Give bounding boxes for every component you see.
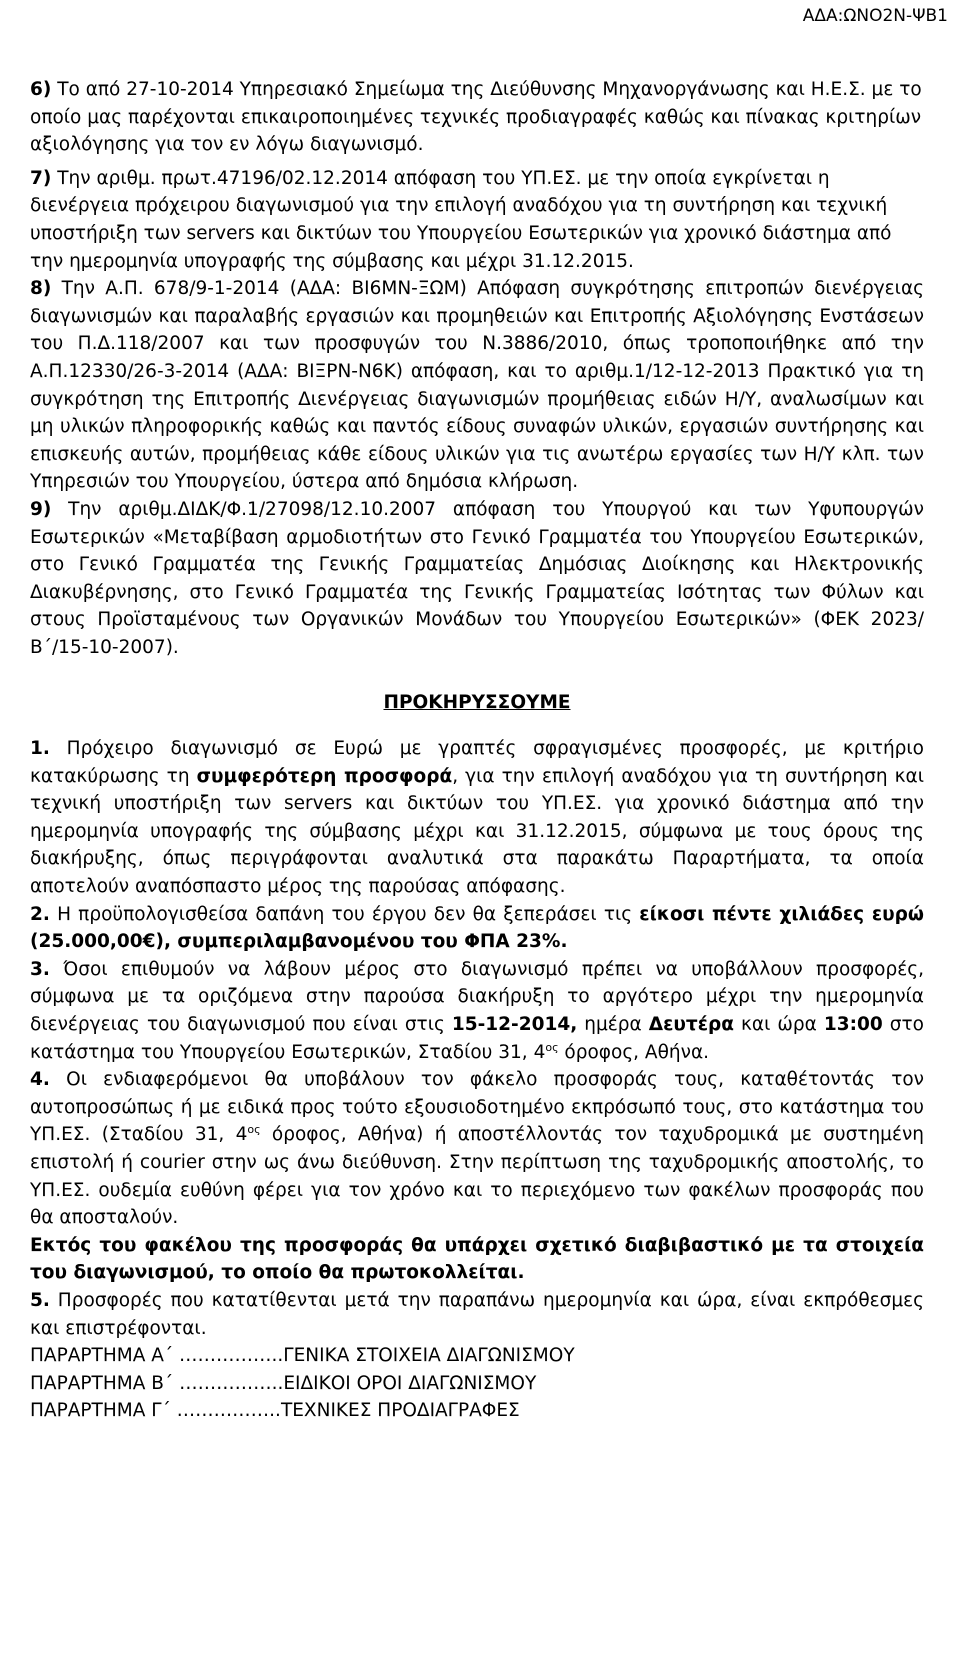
- paragraph-item-9: [30, 496, 924, 662]
- clause-3: [30, 956, 924, 1066]
- ordinal-superscript: ος: [545, 1040, 559, 1054]
- paragraph-item-7: [30, 165, 924, 275]
- item-number: 6): [30, 79, 52, 100]
- clause-bold-text: 15-12-2014,: [451, 1014, 578, 1035]
- clause-bold-text: 13:00: [823, 1014, 883, 1035]
- section-heading: ΠΡΟΚΗΡΥΣΣΟΥΜΕ: [383, 692, 571, 714]
- item-number: 8): [30, 278, 52, 300]
- clause-bold-text: Δευτέρα: [648, 1014, 734, 1035]
- clause-text: Όσοι επιθυμούν να λάβουν μέρος στο διαγωνισμό πρέπει να υποβάλλουν προσφορές, σύμφωνα με τα οριζόμενα στην παρούσα διακήρυξη το αργότερο μέχρι την ημερομηνία διενέργειας του διαγωνισμού που είναι στις: [30, 958, 924, 1035]
- ada-code: ΑΔΑ:ΩΝΟ2Ν-ΨΒ1: [802, 6, 948, 26]
- item-number: 9): [30, 498, 52, 520]
- clause-5: [30, 1287, 924, 1342]
- clause-number: 2.: [30, 903, 50, 925]
- clause-bold-text: συμφερότερη προσφορά: [196, 765, 453, 787]
- clause-number: 5.: [30, 1289, 50, 1311]
- item-number: 7): [30, 167, 52, 189]
- clause-bold-text: είκοσι πέντε χιλιάδες ευρώ (25.000,00€), συμπεριλαμβανομένου του ΦΠΑ 23%.: [30, 903, 924, 953]
- paragraph-text: Την αριθμ.ΔΙΔΚ/Φ.1/27098/12.10.2007 απόφαση του Υπουργού και των Υφυπουργών Εσωτερικών «Μεταβίβαση αρμοδιοτήτων στο Γενικό Γραμματέα του Υπουργείου Εσωτερικών, στο Γενικό Γραμματέα της Γενικής Γραμματείας Δημόσιας Διοίκησης και Ηλεκτρονικής Διακυβέρνησης, στο Γενικό Γραμματέα της Γενικής Γραμματείας Ισότητας των Φύλων και στους Προϊσταμένους των Οργανικών Μονάδων του Υπουργείου Εσωτερικών» (ΦΕΚ 2023/Β΄/15-10-2007).: [30, 498, 924, 658]
- paragraph-text: Την Α.Π. 678/9-1-2014 (ΑΔΑ: ΒΙ6ΜΝ-ΞΩΜ) Απόφαση συγκρότησης επιτροπών διενέργειας διαγωνισμών και παραλαβής εργασιών και προμηθειών και Επιτροπής Αξιολόγησης Ενστάσεων του Π.Δ.118/2007 και των προσφυγών του Ν.3886/2010, όπως τροποποιήθηκε από την Α.Π.12330/26-3-2014 (ΑΔΑ: ΒΙΞΡΝ-Ν6Κ) απόφαση, και το αριθμ.1/12-12-2013 Πρακτικό για τη συγκρότηση της Επιτροπής Διενέργειας διαγωνισμών προμήθειας ειδών Η/Υ, αναλωσίμων και μη υλικών πληροφορικής καθώς και παντός είδους συναφών υλικών, εργασιών συντήρησης και επισκευής αυτών, προμήθειας κάθε είδους υλικών για τις ανωτέρω εργασίες των Η/Υ κλπ. των Υπηρεσιών του Υπουργείου, ύστερα από δημόσια κλήρωση.: [30, 278, 924, 493]
- clause-text: και ώρα: [733, 1014, 824, 1035]
- clause-1: [30, 735, 924, 901]
- paragraph-item-6: [30, 76, 924, 159]
- annex-c: ΠΑΡΑΡΤΗΜΑ Γ΄ ……………..ΤΕΧΝΙΚΕΣ ΠΡΟΔΙΑΓΡΑΦΕΣ: [30, 1400, 520, 1422]
- clause-text: Προσφορές που κατατίθενται μετά την παραπάνω ημερομηνία και ώρα, είναι εκπρόθεσμες και επιστρέφονται.: [30, 1289, 924, 1339]
- clause-number: 3.: [30, 958, 50, 980]
- clause-number: 1.: [30, 738, 50, 760]
- annex-a: ΠΑΡΑΡΤΗΜΑ Α΄ ……………..ΓΕΝΙΚΑ ΣΤΟΙΧΕΙΑ ΔΙΑΓΩΝΙΣΜΟΥ: [30, 1345, 575, 1367]
- paragraph-text: Το από 27-10-2014 Υπηρεσιακό Σημείωμα της Διεύθυνσης Μηχανοργάνωσης και Η.Ε.Σ. με το οποίο μας παρέχονται επικαιροποιημένες τεχνικές προδιαγραφές καθώς και πίνακας κριτηρίων αξιολόγησης για τον εν λόγω διαγωνισμό.: [30, 79, 922, 156]
- ordinal-superscript: ος: [247, 1123, 261, 1137]
- document-body: [30, 76, 924, 1425]
- clause-text: Πρόχειρο διαγωνισμό σε Ευρώ με γραπτές σφραγισμένες προσφορές, με κριτήριο κατακύρωσης τη: [30, 738, 924, 787]
- clause-text: Η προϋπολογισθείσα δαπάνη του έργου δεν θα ξεπεράσει τις: [49, 903, 640, 925]
- clause-text: , για την επιλογή αναδόχου για τη συντήρηση και τεχνική υποστήριξη των servers και δικτύων του ΥΠ.ΕΣ. για χρονικό διάστημα από την ημερομηνία υπογραφής της σύμβασης μέχρι και 31.12.2015, σύμφωνα με τους όρους της διακήρυξης, όπως περιγράφονται αναλυτικά στα παρακάτω Παραρτήματα, τα οποία αποτελούν αναπόσπαστο μέρος της παρούσας απόφασης.: [30, 765, 924, 898]
- clause-text: ημέρα: [577, 1014, 649, 1035]
- bold-note: Εκτός του φακέλου της προσφοράς θα υπάρχει σχετικό διαβιβαστικό με τα στοιχεία του διαγωνισμού, το οποίο θα πρωτοκολλείται.: [30, 1234, 924, 1284]
- clause-4: [30, 1066, 924, 1232]
- clause-text: όροφος, Αθήνα.: [558, 1041, 710, 1063]
- clause-text: στο κατάστημα του Υπουργείου Εσωτερικών, Σταδίου 31, 4: [30, 1014, 924, 1063]
- annex-b: ΠΑΡΑΡΤΗΜΑ Β΄ ……………..ΕΙΔΙΚΟΙ ΟΡΟΙ ΔΙΑΓΩΝΙΣΜΟΥ: [30, 1372, 537, 1394]
- paragraph-item-8: [30, 275, 924, 496]
- clause-2: [30, 901, 924, 956]
- clause-text: όροφος, Αθήνα) ή αποστέλλοντάς τον ταχυδρομικά με συστημένη επιστολή ή courier στην ως άνω διεύθυνση. Στην περίπτωση της ταχυδρομικής αποστολής, το ΥΠ.ΕΣ. ουδεμία ευθύνη φέρει για τον χρόνο και το περιεχόμενο των φακέλων προσφοράς που θα αποσταλούν.: [30, 1124, 925, 1229]
- paragraph-text: Την αριθμ. πρωτ.47196/02.12.2014 απόφαση του ΥΠ.ΕΣ. με την οποία εγκρίνεται η διενέργεια πρόχειρου διαγωνισμού για την επιλογή αναδόχου για τη συντήρηση και τεχνική υποστήριξη των servers και δικτύων του Υπουργείου Εσωτερικών για χρονικό διάστημα από την ημερομηνία υπογραφής της σύμβασης και μέχρι 31.12.2015.: [30, 167, 892, 272]
- clause-number: 4.: [30, 1069, 50, 1091]
- clause-text: Οι ενδιαφερόμενοι θα υποβάλουν τον φάκελο προσφοράς τους, καταθέτοντάς τον αυτοπροσώπως ή με ειδικά προς τούτο εξουσιοδοτημένο εκπρόσωπό τους, στο κατάστημα του ΥΠ.ΕΣ. (Σταδίου 31, 4: [30, 1069, 924, 1146]
